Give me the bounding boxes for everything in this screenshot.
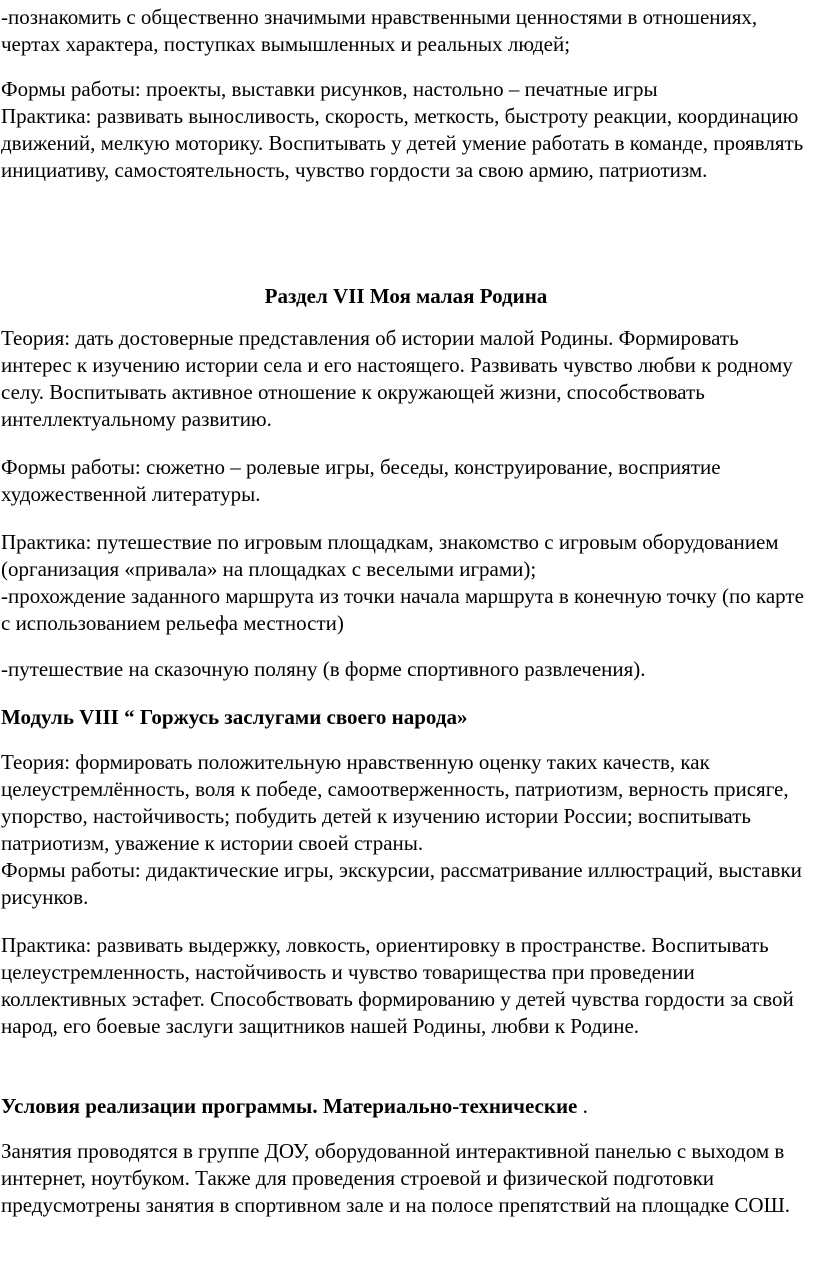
conditions-title-tail: .: [577, 1094, 588, 1118]
conditions-title: [1, 1093, 811, 1120]
conditions-heading: [1, 1093, 811, 1120]
paragraph-forms-practice: [1, 76, 811, 184]
paragraph-theory-viii: [1, 749, 811, 911]
module-title: Модуль VIII “ Горжусь заслугами своего народа»: [1, 705, 468, 729]
paragraph-forms: Формы работы: дидактические игры, экскурсии, рассматривание иллюстраций, выставки рисунков.: [1, 858, 802, 909]
paragraph-theory: Теория: формировать положительную нравственную оценку таких качеств, как целеустремлённость, воля к победе, самоотверженность, патриотизм, верность присяге, упорство, настойчивость; побудить детей к изучению истории России; воспитывать патриотизм, уважение к истории своей страны.: [1, 750, 789, 855]
paragraph-text: Занятия проводятся в группе ДОУ, оборудованной интерактивной панелью с выходом в интернет, ноутбуком. Также для проведения строевой и физической подготовки предусмотрены занятия в спортивном зале и на полосе препятствий на площадке СОШ.: [1, 1139, 790, 1217]
paragraph-intro-values: [1, 4, 811, 58]
paragraph-fairy-glade: [1, 656, 811, 683]
paragraph-theory-vii: [1, 325, 811, 433]
paragraph-forms: Формы работы: проекты, выставки рисунков, настольно – печатные игры: [1, 77, 658, 101]
paragraph-practice-viii: [1, 932, 811, 1040]
paragraph-forms-vii: [1, 454, 811, 508]
paragraph-text: -познакомить с общественно значимыми нравственными ценностями в отношениях, чертах характера, поступках вымышленных и реальных людей;: [1, 5, 758, 56]
paragraph-text: -путешествие на сказочную поляну (в форме спортивного развлечения).: [1, 657, 646, 681]
paragraph-text: Формы работы: сюжетно – ролевые игры, беседы, конструирование, восприятие художественной литературы.: [1, 455, 721, 506]
paragraph-practice-vii: [1, 529, 811, 637]
paragraph-text: Практика: путешествие по игровым площадкам, знакомство с игровым оборудованием (организация «привала» на площадках с веселыми играми);: [1, 530, 779, 581]
paragraph-practice: Практика: развивать выносливость, скорость, меткость, быстроту реакции, координацию движений, мелкую моторику. Воспитывать у детей умение работать в команде, проявлять инициативу, самостоятельность, чувство гордости за свою армию, патриотизм.: [1, 104, 804, 182]
paragraph-text: Практика: развивать выдержку, ловкость, ориентировку в пространстве. Воспитывать целеустремленность, настойчивость и чувство товарищества при проведении коллективных эстафет. Способствовать формированию у детей чувства гордости за свой народ, его боевые заслуги защитников нашей Родины, любви к Родине.: [1, 933, 794, 1038]
conditions-title-text: Условия реализации программы. Материально-технические: [1, 1094, 578, 1118]
section-title: Раздел VII Моя малая Родина: [264, 284, 548, 308]
module-heading-viii: [1, 704, 811, 731]
paragraph-text: -прохождение заданного маршрута из точки начала маршрута в конечную точку (по карте с использованием рельефа местности): [1, 584, 804, 635]
paragraph-conditions: [1, 1138, 811, 1219]
paragraph-text: Теория: дать достоверные представления об истории малой Родины. Формировать интерес к изучению истории села и его настоящего. Развивать чувство любви к родному селу. Воспитывать активное отношение к окружающей жизни, способствовать интеллектуальному развитию.: [1, 326, 793, 431]
section-heading-vii: [1, 283, 811, 310]
